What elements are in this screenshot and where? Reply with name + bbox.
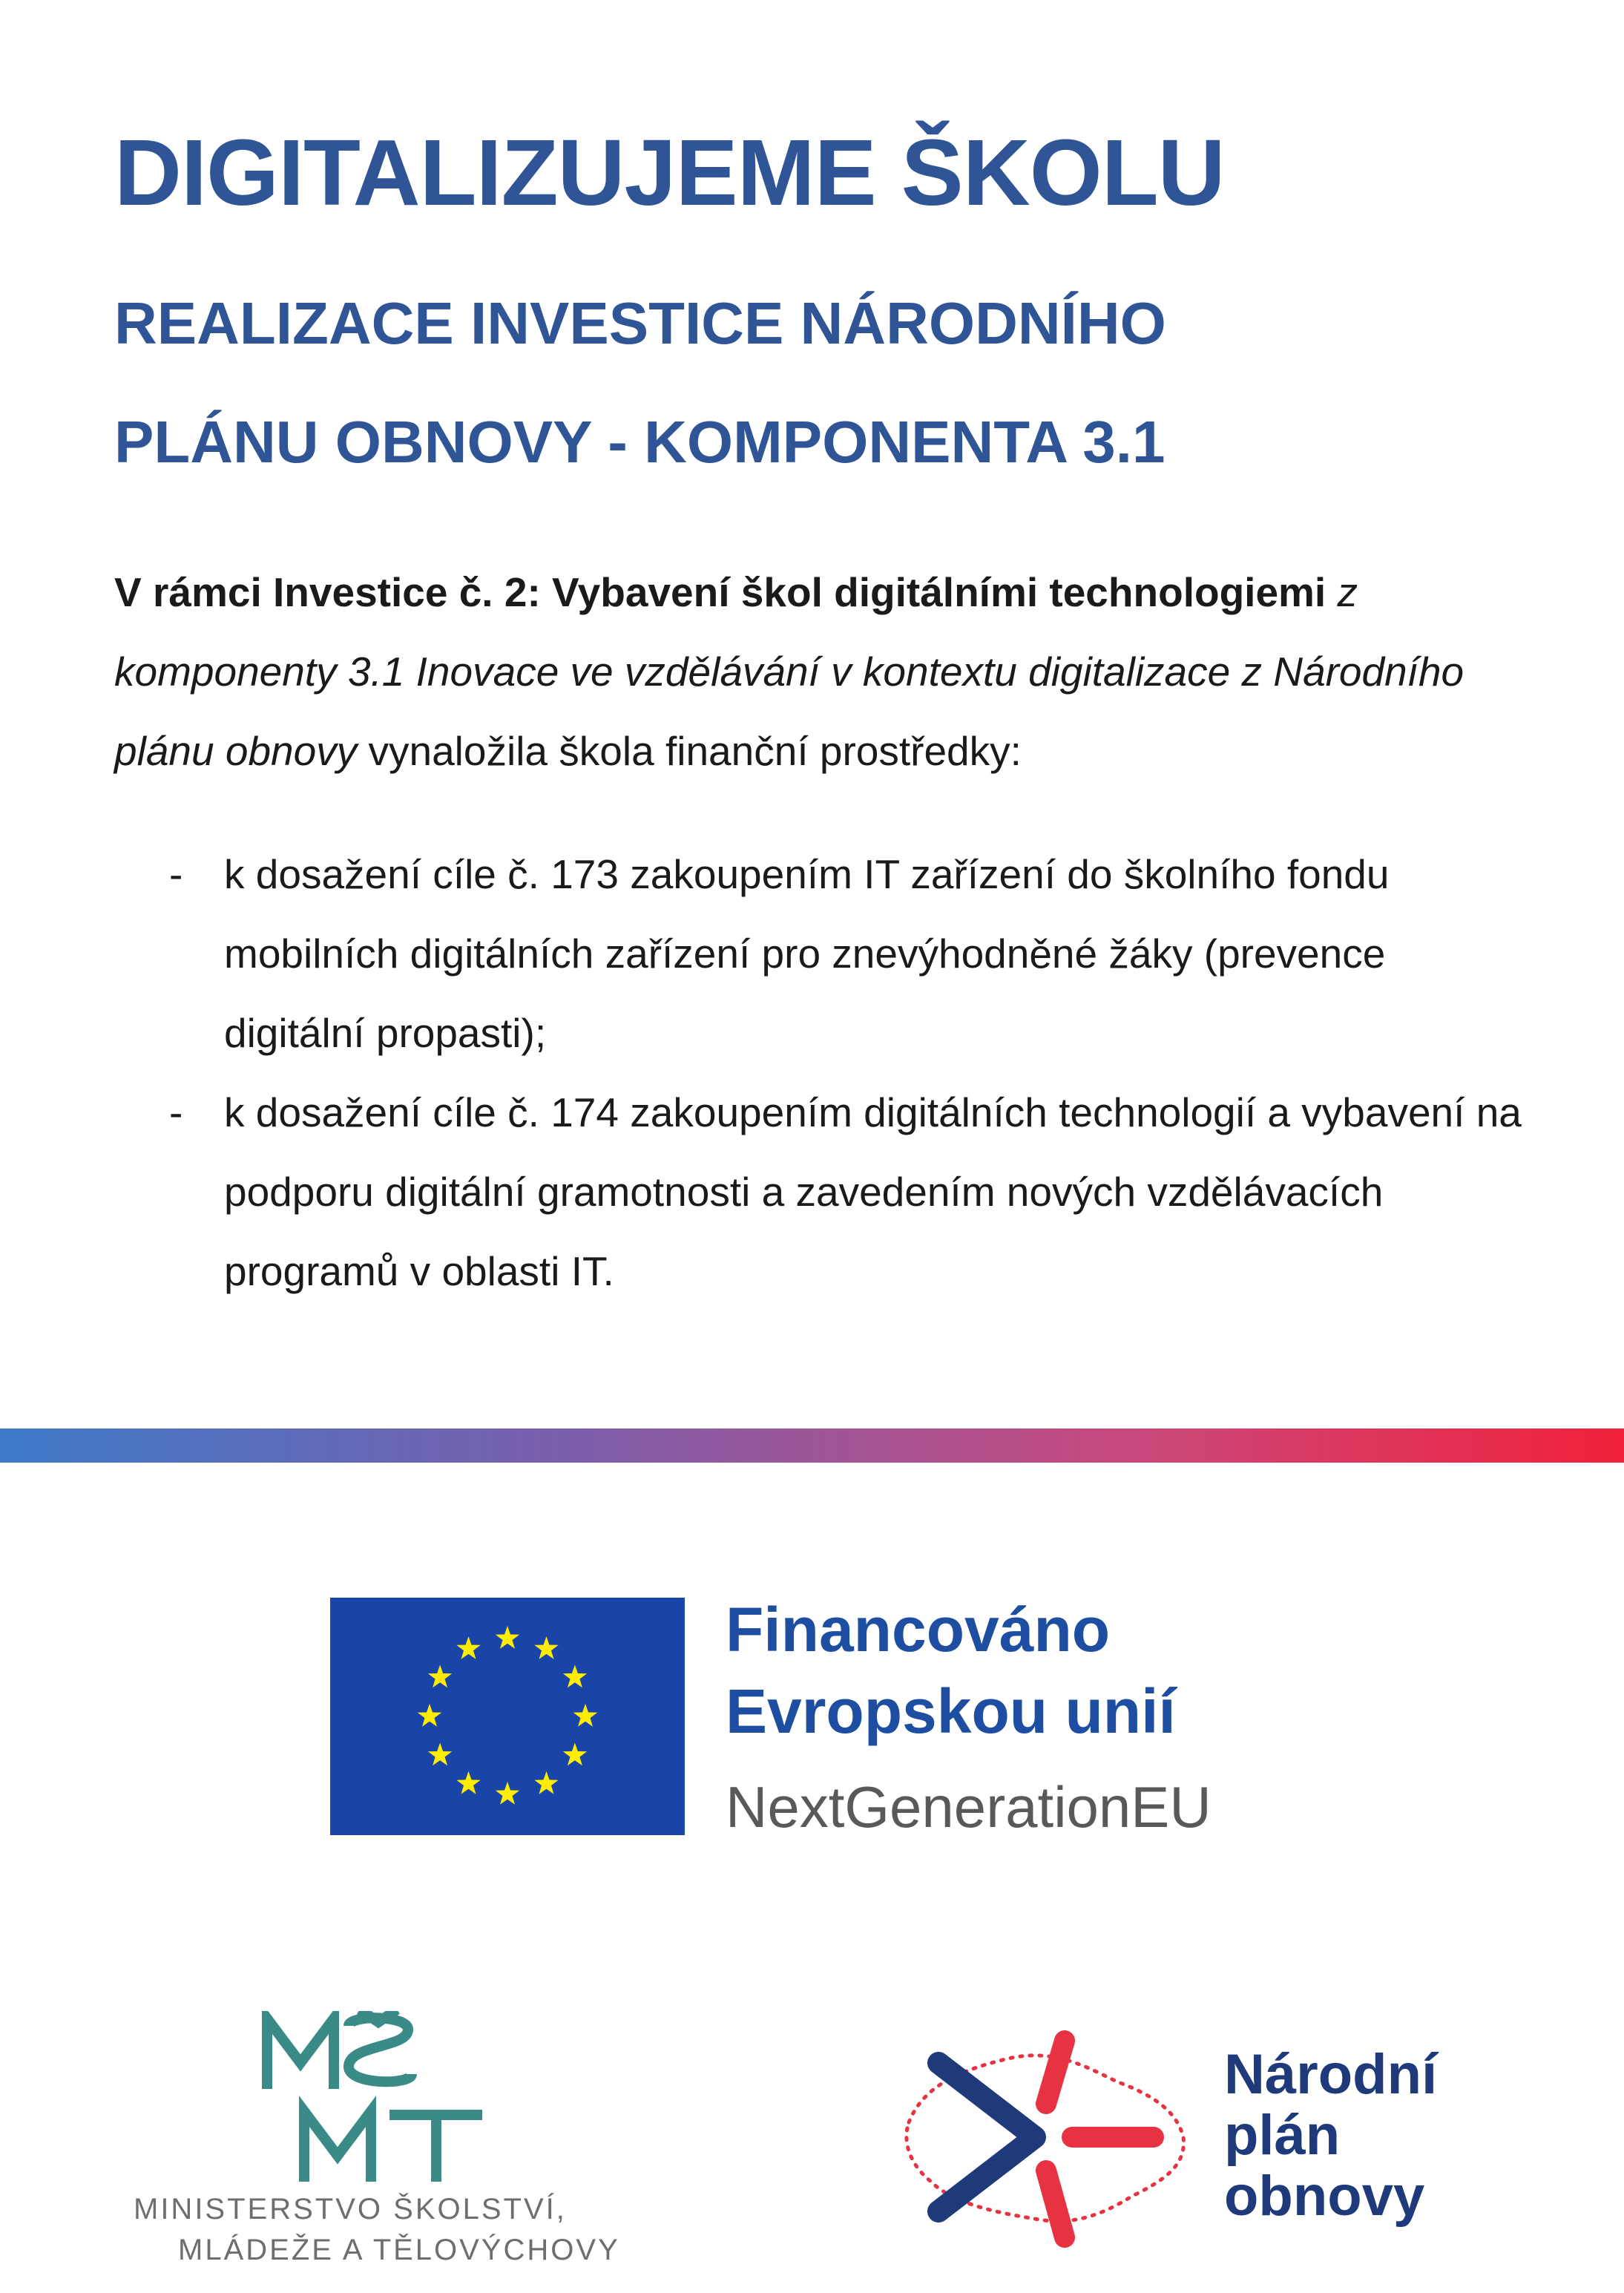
npo-line-2: plán [1224, 2104, 1341, 2167]
eu-star-icon [534, 1636, 558, 1659]
eu-star-icon [428, 1743, 452, 1766]
list-dash: - [169, 1089, 183, 1135]
eu-funding-line-1: Financováno [726, 1595, 1111, 1664]
subtitle-line-1: REALIZACE INVESTICE NÁRODNÍHO [114, 290, 1166, 356]
intro-regular: vynaložila škola finanční prostředky: [357, 728, 1022, 774]
eu-star-icon [496, 1782, 519, 1805]
npo-line-3: obnovy [1224, 2165, 1425, 2228]
npo-symbol [894, 2018, 1191, 2256]
page-title: DIGITALIZUJEME ŠKOLU [114, 120, 1225, 225]
intro-bold: V rámci Investice č. 2: Vybavení škol digitálními technologiemi [114, 569, 1327, 615]
list-dash: - [169, 851, 183, 897]
eu-stars [330, 1598, 685, 1835]
msmt-name-line-1: MINISTERSTVO ŠKOLSTVÍ, [134, 2193, 567, 2225]
eu-star-icon [573, 1704, 597, 1727]
intro-paragraph [114, 553, 1524, 791]
eu-star-icon [563, 1743, 587, 1766]
intro-italic: z komponenty 3.1 Inovace ve vzdělávání v kontextu digitalizace z Národního plánu obnovy [114, 569, 1464, 774]
eu-star-icon [456, 1771, 480, 1794]
msmt-name-line-2: MLÁDEŽE A TĚLOVÝCHOVY [178, 2234, 620, 2266]
msmt-monogram [260, 2011, 504, 2189]
list-item-text: k dosažení cíle č. 173 zakoupením IT zařízení do školního fondu mobilních digitálních zařízení pro znevýhodněné žáky (prevence digitální propasti); [224, 851, 1390, 1056]
msmt-logo-icon [260, 2011, 504, 2219]
eu-star-icon [418, 1704, 441, 1727]
eu-flag-icon [330, 1598, 685, 1835]
eu-funding-line-3: NextGenerationEU [726, 1774, 1212, 1840]
list-item-text: k dosažení cíle č. 174 zakoupením digitálních technologií a vybavení na podporu digitální gramotnosti a zavedením nových vzdělávacích programů v oblasti IT. [224, 1089, 1522, 1294]
eu-star-icon [428, 1665, 452, 1688]
subtitle-line-2: PLÁNU OBNOVY - KOMPONENTA 3.1 [114, 409, 1166, 475]
npo-line-1: Národní [1224, 2043, 1438, 2106]
npo-wordmark [1224, 2044, 1437, 2227]
eu-star-icon [456, 1636, 480, 1659]
list-item [114, 1073, 1524, 1311]
goals-list [114, 835, 1524, 1311]
eu-star-icon [563, 1665, 587, 1688]
eu-funding-line-2: Evropskou unií [726, 1676, 1176, 1746]
gradient-divider [0, 1428, 1624, 1463]
eu-star-icon [496, 1626, 519, 1649]
list-item [114, 835, 1524, 1073]
npo-logo-icon [894, 2018, 1191, 2256]
eu-star-icon [534, 1771, 558, 1794]
